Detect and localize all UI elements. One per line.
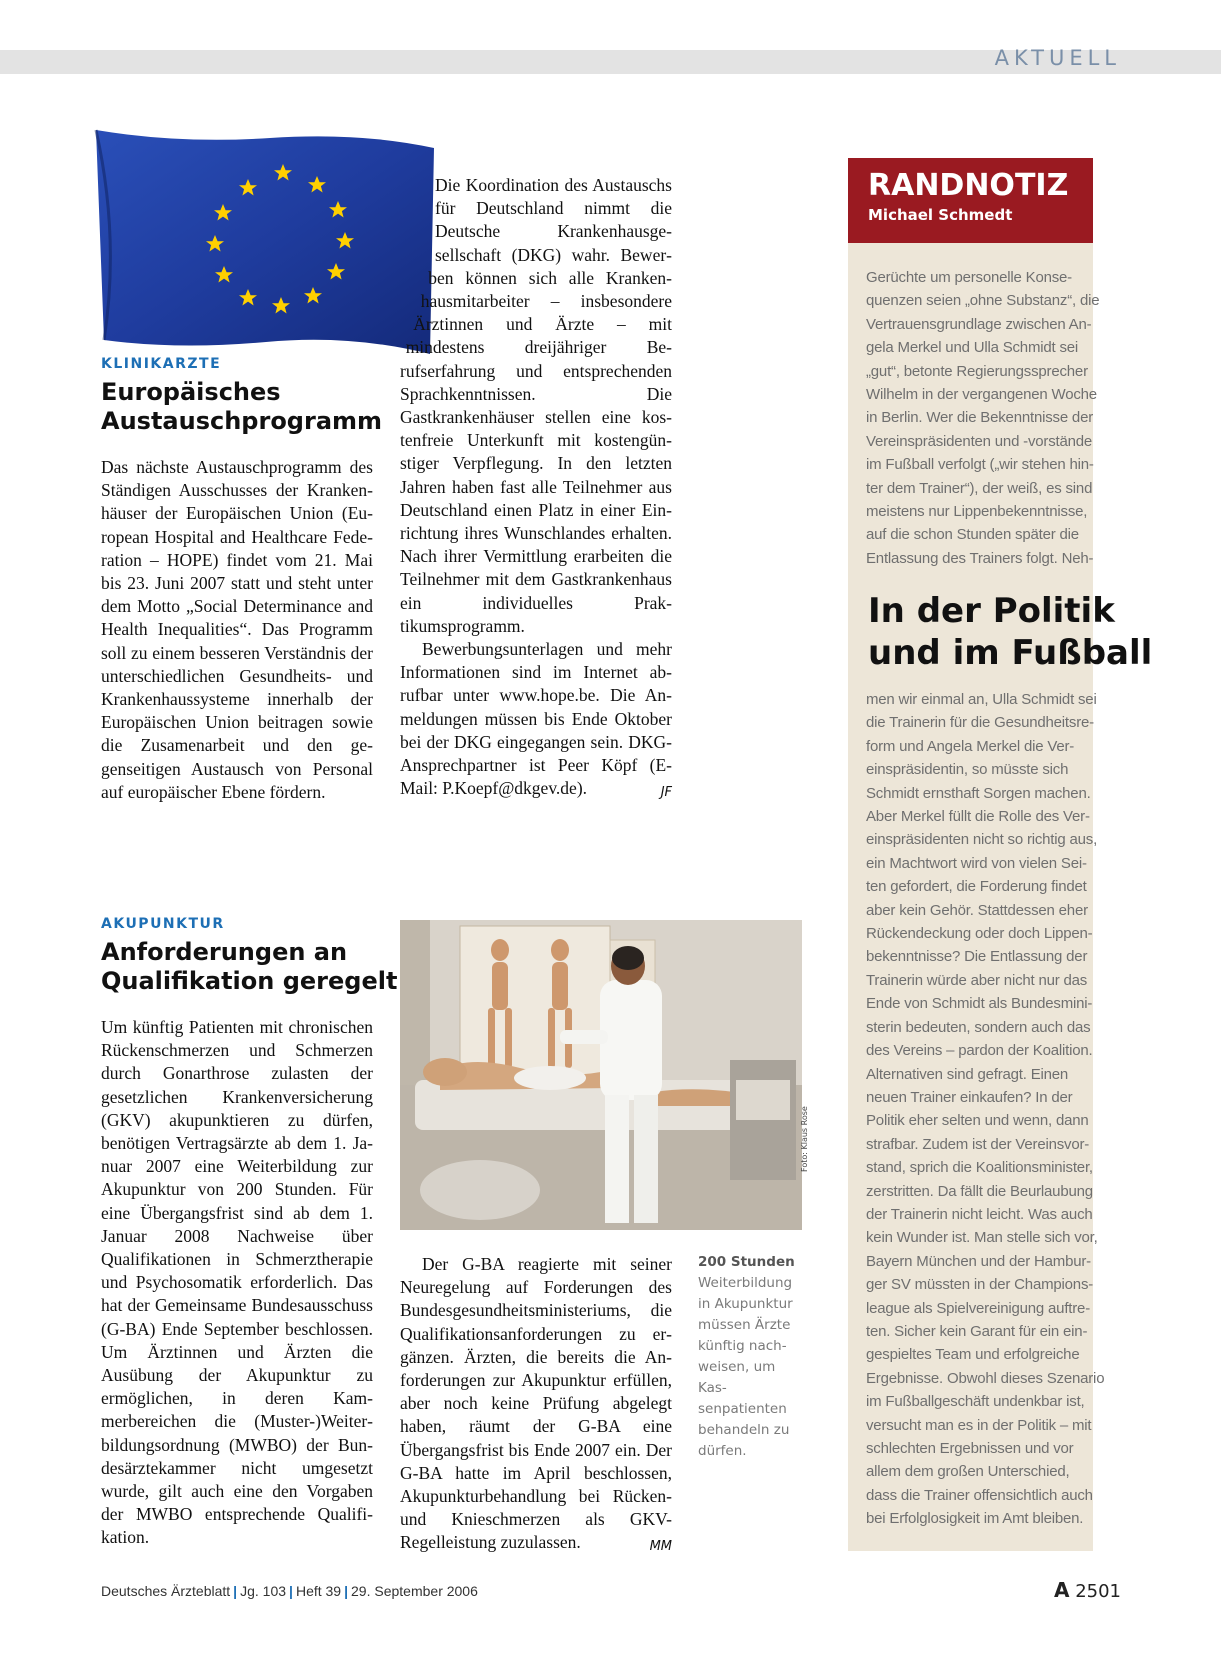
article1-headline-line2: Austauschprogramm	[101, 407, 383, 435]
randnotiz-headline-line1: In der Politik	[868, 591, 1115, 631]
footer-citation	[101, 1583, 478, 1599]
article2-headline	[101, 938, 397, 996]
article1-kicker: KLINIKARZTE	[101, 356, 222, 372]
article1-col2-paragraph1: Die Koordination des Austauschs für Deutschland nimmt die Deutsche Krankenhausgesellschaft (DKG) wahr. Bewerben können sich alle Krankenhausmitarbeiter – insbesondere Ärztinnen und Ärzte – mit mindestens dreijähriger Berufserfahrung und entsprechenden Sprachkenntnissen. Die Gastkrankenhäuser stellen eine kostenfreie Unterkunft mit kostengünstiger Verpflegung. In den letzten Jahren haben fast alle Teilnehmer aus Deutschland einen Platz in einer Einrichtung ihres Wunschlandes erhalten. Nach ihrer Vermittlung erarbeiten die Teilnehmer mit dem Gastkrankenhaus ein individuelles Praktikumsprogramm.	[400, 175, 672, 636]
article2-signature: MM	[649, 1539, 672, 1555]
randnotiz-author: Michael Schmedt	[868, 206, 1013, 224]
randnotiz-headline-line2: und im Fußball	[868, 633, 1153, 673]
randnotiz-text-part2: men wir einmal an, Ulla Schmidt sei die Trainerin für die Gesundheitsre- form und Angela Merkel die Ver- einspräsidentin, so müsste sich Schmidt ernsthaft Sorgen machen. Aber Merkel füllt die Rolle des Ver- einspräsidenten nicht so richtig aus, ein Machtwort wird von vielen Sei- ten gefordert, die Forderung findet aber kein Gehör. Stattdessen eher Rückendeckung oder doch Lippen- bekenntnisse? Die Entlassung der Trainerin würde aber nicht nur das Ende von Schmidt als Bundesmini- sterin bedeuten, sondern auch das des Vereins – pardon der Koalition. Alternativen sind gefragt. Einen neuen Trainer einkaufen? In der Politik eher selten und wenn, dann strafbar. Zudem ist der Vereinsvor- stand, sprich die Koalitionsminister, zerstritten. Da fällt die Beurlaubung der Trainerin nicht leicht. Was auch kein Wunder ist. Man stelle sich vor, Bayern München und der Hambur- ger SV müssten in der Champions- league als Spielvereinigung auftre- ten. Sicher kein Garant für ein ein- gespieltes Team und erfolgreiche Ergebnisse. Obwohl dieses Szenario im Fußballgeschäft undenkbar ist, versucht man es in der Politik – mit schlechten Ergebnissen und vor allem dem großen Unterschied, dass die Trainer offensichtlich auch bei Erfolglosigkeit im Amt bleiben.	[866, 691, 1105, 1528]
footer-separator: |	[289, 1583, 293, 1599]
article1-headline	[101, 378, 382, 436]
page-number-value: 2501	[1075, 1581, 1121, 1602]
article1-col2-paragraph2-text: Bewerbungsunterlagen und mehr Informationen sind im Internet abrufbar unter www.hope.be. Die Anmeldungen müssen bis Ende Oktober bei der DKG eingegangen sein. DKG-Ansprechpartner ist Peer Köpf (E-Mail: P.Koepf@dkgev.de).	[400, 639, 672, 799]
article1-col1-text: Das nächste Austauschprogramm des Ständigen Ausschusses der Krankenhäuser der Europäischen Union (European Hospital and Healthcare Federation – HOPE) findet vom 21. Mai bis 23. Juni 2007 statt und steht unter dem Motto „Social Determinance and Health Inequalities“. Das Programm soll zu einem besseren Verständnis der unterschiedlichen Gesundheits- und Krankenhaussysteme innerhalb der Europäischen Union beitragen sowie die Zusamenarbeit und den gegenseitigen Austausch von Personal auf europäischer Ebene fördern.	[101, 457, 373, 802]
article1-signature: JF	[660, 785, 672, 801]
footer-separator: |	[233, 1583, 238, 1599]
article1-column1	[101, 456, 373, 804]
footer-date: 29. September 2006	[351, 1583, 478, 1599]
acupuncture-photo	[400, 920, 802, 1230]
section-label: AKTUELL	[994, 46, 1121, 70]
randnotiz-headline	[868, 590, 1152, 674]
article2-col1-text: Um künftig Patienten mit chronischen Rückenschmerzen und Schmerzen durch Gonarthrose zulasten der gesetzlichen Krankenversicherung (GKV) akupunktieren zu dürfen, benötigen Vertragsärzte ab dem 1. Januar 2007 eine Weiterbildung zur Akupunktur von 200 Stunden. Für eine Übergangsfrist sind ab dem 1. Januar 2008 Nachweise über Qualifikationen in Schmerztherapie und Psychosomatik erforderlich. Das hat der Gemeinsame Bundesausschuss (G-BA) Ende September beschlossen. Um Ärztinnen und Ärzten die Ausübung der Akupunktur zu ermöglichen, in deren Kammerbereichen die (Muster-)Weiterbildungsordnung (MWBO) der Bundesärztekammer nicht umgesetzt wurde, gilt auch eine den Vorgaben der MWBO entsprechende Qualifikation.	[101, 1017, 373, 1548]
article2-col2-paragraph	[400, 1253, 672, 1555]
page-prefix: A	[1053, 1578, 1070, 1602]
footer-issue: Heft 39	[295, 1583, 342, 1599]
footer-separator: |	[344, 1583, 349, 1599]
article1-headline-line1: Europäisches	[101, 378, 281, 406]
article2-headline-line2: Qualifikation geregelt	[101, 967, 398, 995]
caption-text: Weiterbildung in Akupunktur müssen Ärzte künftig nachweisen, um Kassenpatienten behandeln zu dürfen.	[698, 1275, 793, 1459]
eu-flag-image	[90, 128, 442, 358]
article2-col2-text: Der G-BA reagierte mit seiner Neuregelung auf Forderungen des Bundesgesundheitsministeriums, die Qualifikationsanforderungen zu ergänzen. Ärzten, die bereits die Anforderungen zur Akupunktur erfüllen, aber noch keine Prüfung abgelegt haben, räumt der G-BA eine Übergangsfrist bis Ende 2007 ein. Der G-BA hatte im April beschlossen, Akupunkturbehandlung bei Rücken- und Knieschmerzen als GKV-Regelleistung zuzulassen.	[400, 1254, 672, 1553]
article1-col2-paragraph2	[400, 638, 672, 800]
article2-headline-line1: Anforderungen an	[101, 938, 348, 966]
randnotiz-title: RANDNOTIZ	[868, 168, 1069, 203]
photo-credit: Foto: Klaus Rose	[800, 1106, 809, 1172]
article2-column2	[400, 1253, 672, 1559]
photo-caption	[698, 1252, 808, 1462]
randnotiz-text-part1: Gerüchte um personelle Konse- quenzen seien „ohne Substanz“, die Vertrauensgrundlage zwischen An- gela Merkel und Ulla Schmidt sei „gut“, betonte Regierungssprecher Wilhelm in der vergangenen Woche in Berlin. Wer die Bekenntnisse der Vereinspräsidenten und -vorstände im Fußball verfolgt („wir stehen hin- ter dem Trainer“), der weiß, es sind meistens nur Lippenbekenntnisse, auf die schon Stunden später die Entlassung des Trainers folgt. Neh-	[866, 269, 1100, 567]
article2-kicker: AKUPUNKTUR	[101, 916, 225, 932]
article2-column1	[101, 1016, 373, 1550]
page-number	[1054, 1578, 1121, 1602]
caption-title: 200 Stunden	[698, 1254, 795, 1270]
footer-journal: Deutsches Ärzteblatt	[101, 1583, 231, 1599]
footer-volume: Jg. 103	[240, 1583, 287, 1599]
article1-column2	[400, 174, 672, 814]
